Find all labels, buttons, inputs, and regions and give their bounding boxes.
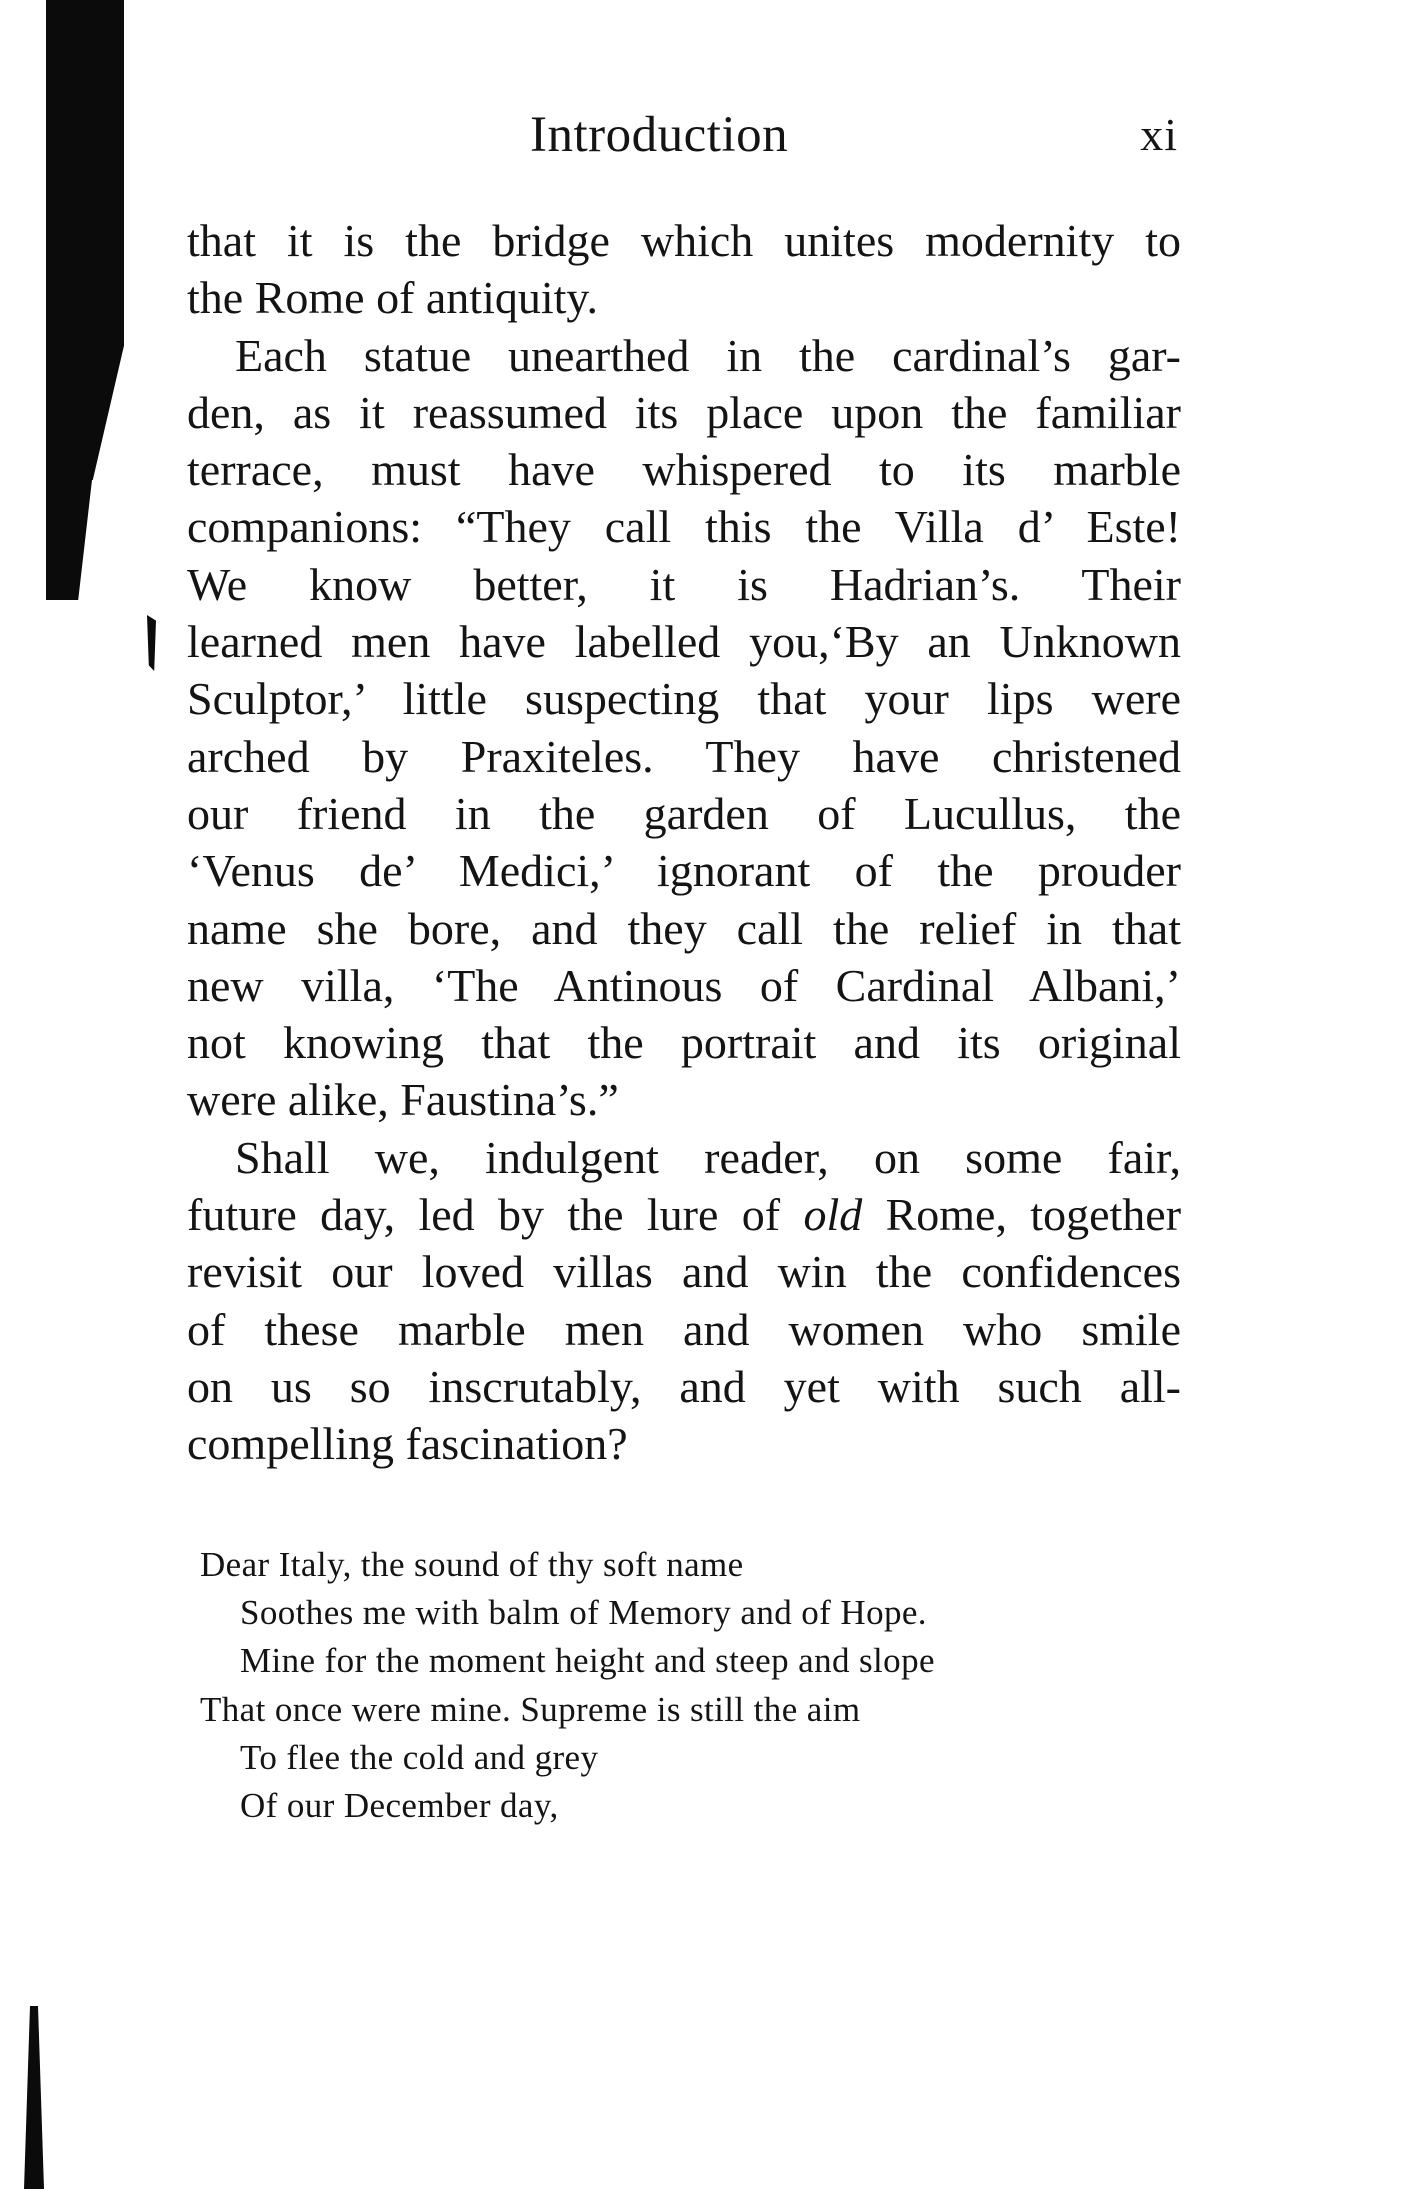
text-line: terrace, must have whispered to its marble [187, 444, 1181, 496]
text-line: arched by Praxiteles. They have christened [187, 730, 1181, 782]
text-line: not knowing that the portrait and its original [187, 1017, 1181, 1069]
text-line: companions: “They call this the Villa d’ Este! [187, 501, 1181, 553]
text-line: new villa, ‘The Antinous of Cardinal Albani,’ [187, 959, 1181, 1011]
text-line: revisit our loved villas and win the confidences [187, 1246, 1181, 1298]
poem-line: Mine for the moment height and steep and slope [240, 1641, 935, 1681]
scan-edge-artifact [147, 615, 156, 671]
text-line: the Rome of antiquity. [187, 272, 598, 324]
poem-line: Soothes me with balm of Memory and of Hope. [240, 1593, 927, 1633]
text-line: compelling fascination? [187, 1418, 628, 1470]
text-line: ‘Venus de’ Medici,’ ignorant of the prouder [187, 845, 1181, 897]
scan-edge-artifact [24, 2006, 44, 2189]
text-line [187, 1186, 1181, 1243]
text-line: were alike, Faustina’s.” [187, 1074, 619, 1126]
text-line: Each statue unearthed in the cardinal’s gar- [235, 329, 1181, 381]
italic-word: old [803, 1189, 863, 1241]
text-line: We know better, it is Hadrian’s. Their [187, 558, 1181, 610]
text-line: of these marble men and women who smile [187, 1303, 1181, 1355]
text-line: that it is the bridge which unites modernity to [187, 215, 1181, 266]
text-line: name she bore, and they call the relief in that [187, 902, 1181, 954]
text-line: our friend in the garden of Lucullus, the [187, 787, 1181, 839]
text-line: Shall we, indulgent reader, on some fair, [235, 1131, 1181, 1183]
running-head-title: Introduction [530, 107, 789, 163]
text-line: Sculptor,’ little suspecting that your lips were [187, 673, 1181, 725]
poem-line: To flee the cold and grey [240, 1737, 599, 1777]
poem-line: That once were mine. Supreme is still the aim [200, 1689, 861, 1729]
page-number: xi [1140, 109, 1178, 160]
text-segment: future day, led by the lure of [187, 1189, 781, 1241]
running-head [190, 100, 1190, 170]
body-text [187, 212, 1181, 1473]
scan-edge-artifact [46, 0, 124, 480]
scan-edge-artifact [46, 480, 92, 600]
text-line: on us so inscrutably, and yet with such all- [187, 1360, 1181, 1412]
poem-line: Dear Italy, the sound of thy soft name [200, 1545, 744, 1584]
text-line: learned men have labelled you,‘By an Unknown [187, 616, 1181, 668]
text-segment: Rome, together [885, 1189, 1182, 1241]
poem-line: Of our December day, [240, 1785, 559, 1825]
text-line: den, as it reassumed its place upon the familiar [187, 386, 1181, 438]
poem-excerpt [200, 1541, 1200, 1830]
